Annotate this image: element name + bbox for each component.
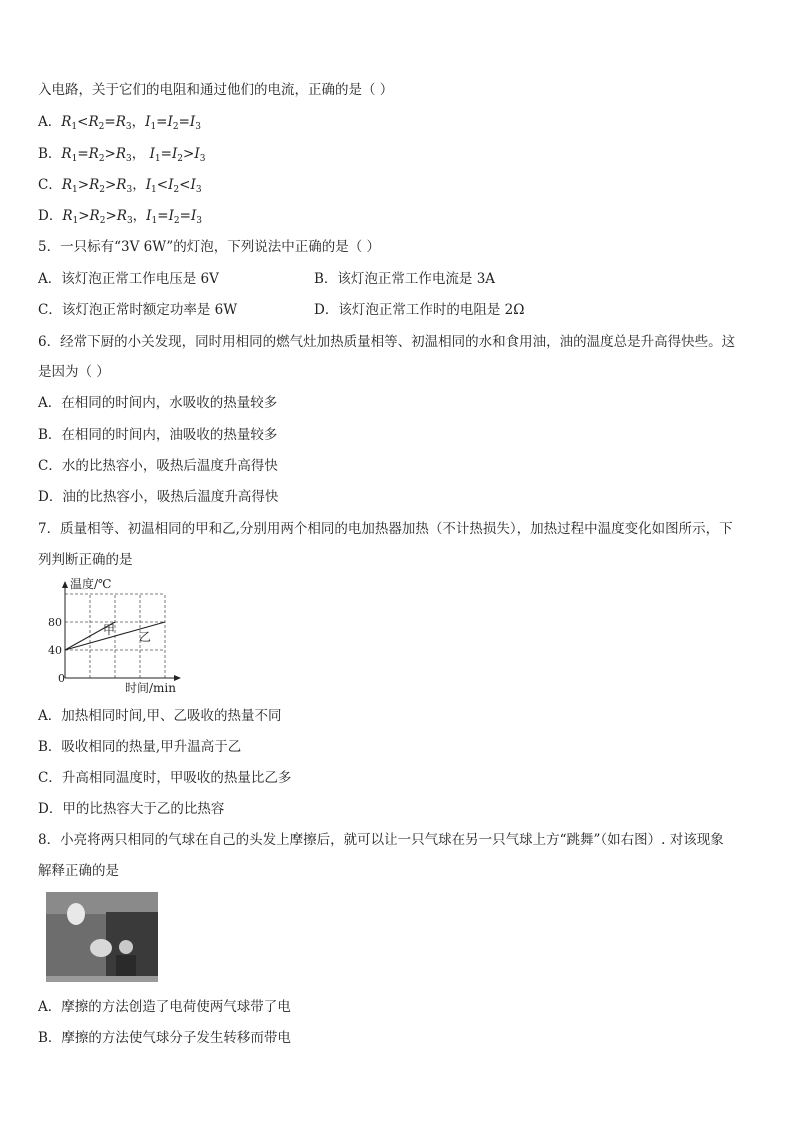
q4-option-a-prefix: A．	[38, 114, 62, 130]
q5-option-b: B．该灯泡正常工作电流是 3A	[314, 271, 496, 287]
lower-balloon	[90, 939, 112, 957]
q8-stem-line2: 解释正确的是	[38, 863, 119, 879]
q7-option-a: A．加热相同时间,甲、乙吸收的热量不同	[38, 708, 282, 724]
q8-option-a: A．摩擦的方法创造了电荷使两气球带了电	[38, 999, 291, 1015]
graph-origin-label: 0	[58, 672, 65, 685]
q7-stem-line2: 列判断正确的是	[38, 552, 133, 568]
graph-series-label-yi: 乙	[139, 630, 152, 644]
graph-y-tick-40: 40	[48, 644, 62, 657]
q4-option-b: B．$R_1=R_2>R_3$， $I_1=I_2>I_3$	[38, 146, 206, 164]
temperature-time-graph	[40, 574, 190, 698]
upper-balloon	[67, 903, 85, 925]
q8-option-b: B．摩擦的方法使气球分子发生转移而带电	[38, 1030, 291, 1046]
q5-stem: 5．一只标有“3V 6W”的灯泡，下列说法中正确的是（ ）	[38, 239, 381, 255]
q7-option-c: C．升高相同温度时，甲吸收的热量比乙多	[38, 770, 292, 786]
q5-option-d: D．该灯泡正常工作时的电阻是 2Ω	[314, 302, 525, 318]
q6-option-d: D．油的比热容小，吸热后温度升高得快	[38, 489, 279, 505]
photo-wall	[46, 892, 158, 914]
q4-option-c: C．$R_1>R_2>R_3$，$I_1<I_2<I_3$	[38, 177, 202, 195]
photo-floor	[46, 976, 158, 982]
q4-option-b-prefix: B．	[38, 146, 62, 162]
graph-y-tick-80: 80	[48, 616, 62, 629]
q6-stem-line2: 是因为（ ）	[38, 364, 110, 380]
q7-stem-line1: 7．质量相等、初温相同的甲和乙,分别用两个相同的电加热器加热（不计热损失），加热过程中温度变化如图所示，下	[38, 521, 733, 537]
graph-y-axis-label: 温度/℃	[70, 577, 112, 591]
y-axis-arrow	[62, 581, 68, 588]
boy-head	[119, 940, 133, 954]
q6-option-b: B．在相同的时间内，油吸收的热量较多	[38, 427, 278, 443]
q5-option-a: A．该灯泡正常工作电压是 6V	[38, 271, 219, 287]
q5-option-c: C．该灯泡正常时额定功率是 6W	[38, 302, 238, 318]
q4-stem-continued: 入电路，关于它们的电阻和通过他们的电流，正确的是（ ）	[38, 82, 394, 98]
q4-option-d-prefix: D．	[38, 208, 63, 224]
q6-option-c: C．水的比热容小，吸热后温度升高得快	[38, 458, 278, 474]
graph-axes	[62, 581, 181, 681]
q4-option-a: A．$R_1<R_2=R_3$，$I_1=I_2=I_3$	[38, 114, 201, 132]
q7-option-d: D．甲的比热容大于乙的比热容	[38, 801, 225, 817]
q4-option-d: D．$R_1>R_2>R_3$，$I_1=I_2=I_3$	[38, 208, 203, 226]
q7-option-b: B．吸收相同的热量,甲升温高于乙	[38, 739, 242, 755]
q6-stem-line1: 6．经常下厨的小关发现，同时用相同的燃气灶加热质量相等、初温相同的水和食用油，油的温度总是升高得快些。这	[38, 334, 736, 350]
balloon-photo	[46, 892, 158, 982]
graph-series-label-jia: 甲	[103, 623, 116, 637]
q4-option-c-prefix: C．	[38, 177, 62, 193]
q8-stem-line1: 8．小亮将两只相同的气球在自己的头发上摩擦后，就可以让一只气球在另一只气球上方“跳舞”（如右图）. 对该现象	[38, 832, 724, 848]
q6-option-a: A．在相同的时间内，水吸收的热量较多	[38, 395, 278, 411]
graph-x-axis-label: 时间/min	[125, 681, 176, 695]
